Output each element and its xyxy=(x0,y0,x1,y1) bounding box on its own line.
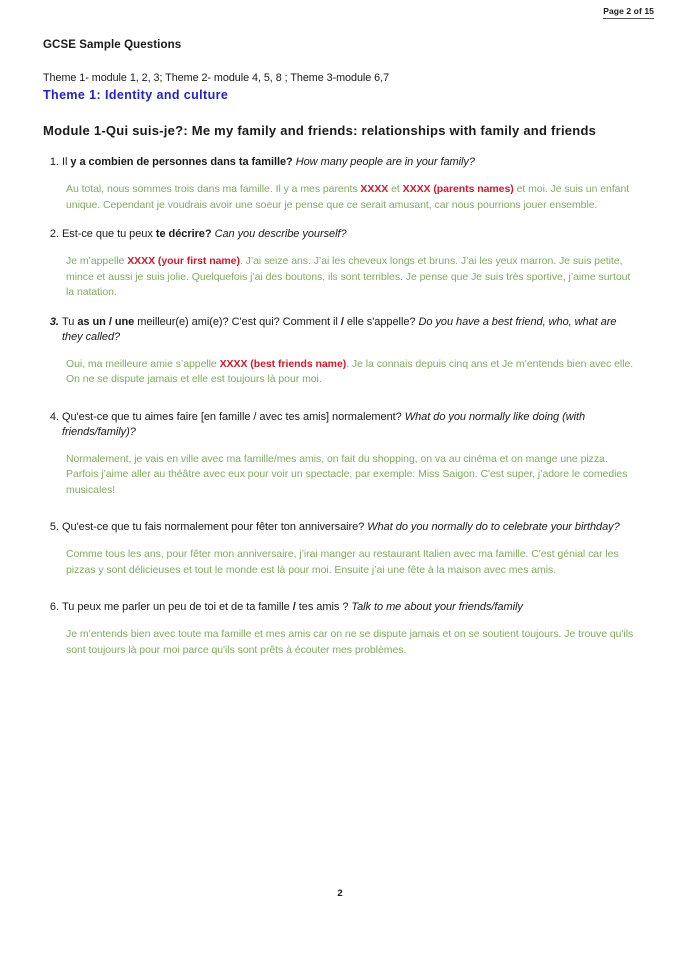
question-run-italic: What do you normally like doing (with friends/family)? xyxy=(62,410,586,438)
question-item xyxy=(43,520,643,578)
question-run-italic: What do you normally do to celebrate your birthday? xyxy=(367,521,620,533)
question-item xyxy=(43,410,643,499)
question-run-plain: elle s'appelle? xyxy=(343,315,419,328)
answer-run-plain: Je m’entends bien avec toute ma famille et mes amis car on ne se dispute jamais et on se soutient toujours. Je trouve qu'ils sont toujours là pour moi parce qu'ils sont prêts à écouter mes problèmes. xyxy=(66,628,634,656)
answer-run-plain: . J’ai seize ans. J’ai les cheveux longs et bruns. J’ai les yeux marron. Je suis petite, mince et aussi je suis jolie. Quelquefois j’ai des boutons, ils sont terribles. Je pense que Je suis très sportive, j’aime surtout la natation. xyxy=(66,255,631,298)
question-item xyxy=(43,315,643,388)
theme-modules-line: Theme 1- module 1, 2, 3; Theme 2- module 4, 5, 8 ; Theme 3-module 6,7 xyxy=(43,72,390,84)
footer-page-number: 2 xyxy=(337,888,343,899)
answer-run-plain: Comme tous les ans, pour fêter mon anniversaire, j’irai manger au restaurant Italien avec ma famille. C'est génial car les pizzas y sont délicieuses et tout le monde est là pour moi. Ensuite j’ai une fête à la maison avec mes amis. xyxy=(66,548,619,576)
question-run-plain: Tu peux me parler un peu de toi et de ta famille xyxy=(62,601,293,613)
question-run-italic: Talk to me about your friends/family xyxy=(351,601,523,613)
question-run-italic: How many people are in your family? xyxy=(295,156,475,168)
question-run-plain: Tu xyxy=(62,315,78,328)
question-number: 1. xyxy=(49,156,59,168)
question-run-plain: tes amis ? xyxy=(295,601,352,613)
question-run-bold: / xyxy=(340,315,344,328)
model-answer xyxy=(66,452,634,499)
theme-heading: Theme 1: Identity and culture xyxy=(43,88,229,102)
answer-placeholder: XXXX xyxy=(360,183,389,195)
answer-placeholder: XXXX (your first name) xyxy=(127,255,240,267)
module-heading: Module 1-Qui suis-je?: Me my family and friends: relationships with family and friends xyxy=(43,123,597,138)
question-run-bold: y a combien de personnes dans ta famille? xyxy=(70,156,293,168)
question-run-plain: meilleur(e) ami(e)? C'est qui? Comment il xyxy=(134,315,341,328)
question-text xyxy=(62,155,640,170)
question-run-bold: / xyxy=(292,601,296,613)
question-number: 2. xyxy=(49,228,59,240)
question-number: 5. xyxy=(49,521,59,533)
answer-run-plain: . Je la connais depuis cinq ans et Je m’entends bien avec elle. On ne se dispute jamais et elle est toujours là pour moi. xyxy=(66,357,634,385)
question-item xyxy=(43,227,643,301)
question-text xyxy=(62,410,640,440)
question-run-bold: te décrire? xyxy=(155,228,212,240)
model-answer xyxy=(66,547,634,578)
document-title: GCSE Sample Questions xyxy=(43,39,182,51)
model-answer xyxy=(66,254,634,301)
document-body xyxy=(43,38,643,672)
page-indicator: Page 2 of 15 xyxy=(603,6,654,19)
question-run-bold: as un / une xyxy=(77,315,135,328)
question-number: 6. xyxy=(49,601,59,613)
question-item xyxy=(43,155,643,213)
question-item xyxy=(43,600,643,658)
model-answer xyxy=(66,357,634,388)
question-text xyxy=(62,600,640,615)
answer-run-plain: et moi. Je suis un enfant unique. Cependant je voudrais avoir une soeur je pense que ce serait amusant, car nous pourrions jouer ensemble. xyxy=(66,183,630,211)
question-run-plain: Il xyxy=(62,156,71,168)
answer-run-plain: Oui, ma meilleure amie s’appelle xyxy=(66,357,220,370)
question-run-plain: Qu'est-ce que tu aimes faire [en famille / avec tes amis] normalement? xyxy=(62,410,405,423)
question-text xyxy=(62,315,640,345)
question-run-plain: Qu'est-ce que tu fais normalement pour fêter ton anniversaire? xyxy=(62,521,368,533)
question-list xyxy=(43,155,643,658)
answer-run-plain: Au total, nous sommes trois dans ma famille. Il y a mes parents xyxy=(66,183,361,195)
model-answer xyxy=(66,182,634,213)
question-text xyxy=(62,227,640,242)
question-run-italic: Can you describe yourself? xyxy=(214,228,347,240)
answer-run-plain: et xyxy=(388,183,403,195)
question-run-italic: Do you have a best friend, who, what are they called? xyxy=(62,315,617,343)
question-text xyxy=(62,520,640,535)
answer-run-plain: Je m’appelle xyxy=(66,255,128,267)
question-number: 3. xyxy=(49,315,59,328)
answer-placeholder: XXXX (parents names) xyxy=(402,183,514,195)
answer-placeholder: XXXX (best friends name) xyxy=(219,357,347,370)
question-number: 4. xyxy=(49,410,59,423)
answer-run-plain: Normalement, je vais en ville avec ma famille/mes amis, on fait du shopping, on va au cinéma et on mange une pizza. Parfois j’aime aller au théâtre avec eux pour voir un spectacle, par exemple: Miss Saigon. C'est super, j’adore le comedies musicales! xyxy=(66,452,628,496)
question-run-plain: Est-ce que tu peux xyxy=(62,228,156,240)
model-answer xyxy=(66,627,634,658)
